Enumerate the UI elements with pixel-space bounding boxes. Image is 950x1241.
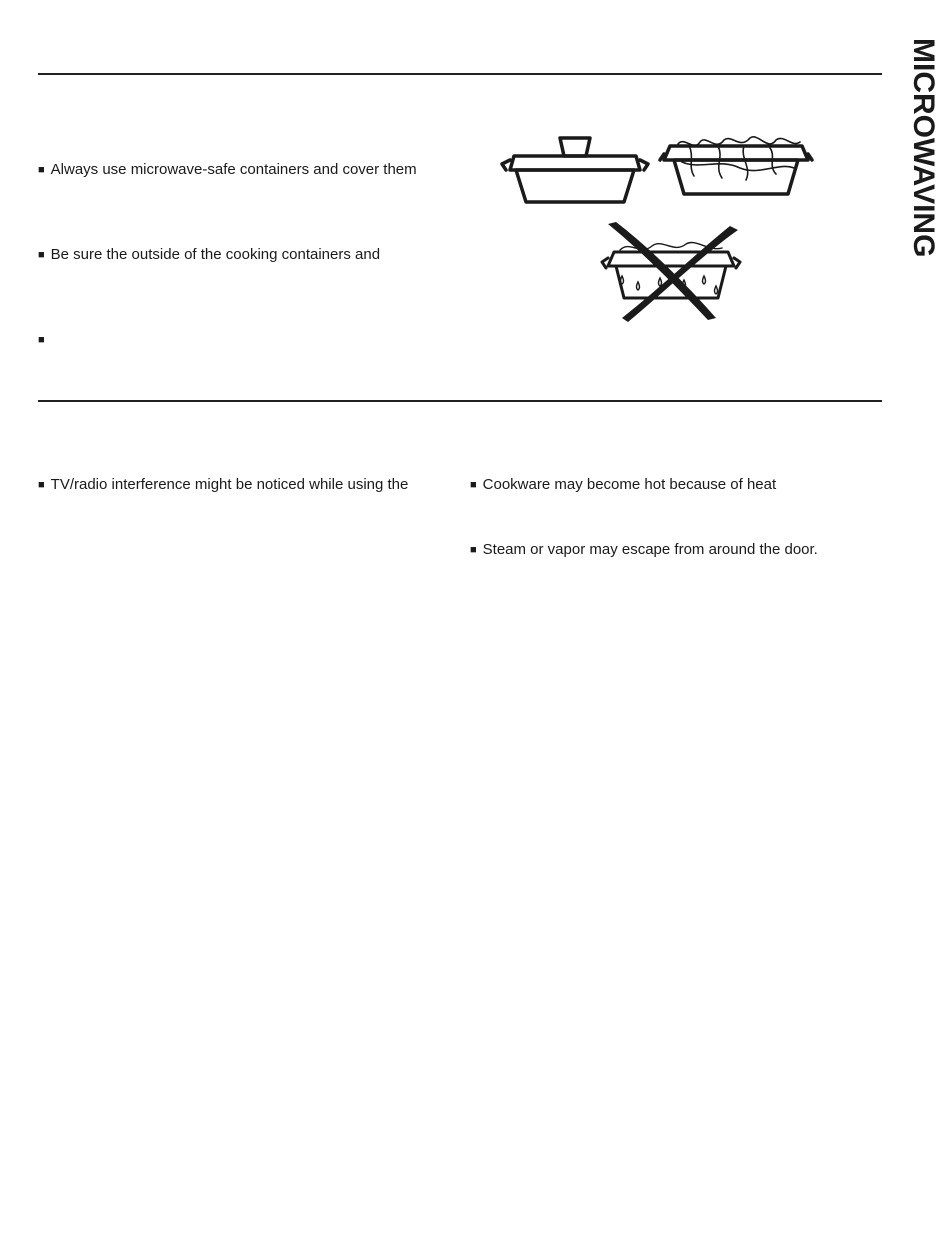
bullet-item [38,246,380,264]
bullet-text: Always use microwave-safe containers and cover them [50,161,417,178]
wrapped-dish-icon [660,132,812,198]
side-tab-label: MICROWAVING [907,38,940,258]
section-divider-top [38,73,882,75]
section-divider-middle [38,400,882,402]
bullet-icon: ■ [38,479,45,491]
bullet-text: Be sure the outside of the cooking containers and [50,246,381,263]
bullet-item [470,476,776,494]
bullet-icon: ■ [470,479,477,491]
bullet-icon: ■ [38,249,45,261]
bullet-text: TV/radio interference might be noticed while using the [50,476,409,493]
bullet-icon: ■ [38,164,45,176]
bullet-icon: ■ [38,334,45,346]
bullet-item [470,541,818,559]
crossed-out-wet-dish-icon [600,220,742,324]
bullet-text: Cookware may become hot because of heat [482,476,777,493]
bullet-item [38,476,408,494]
bullet-text: Steam or vapor may escape from around the door. [482,541,818,558]
bullet-icon: ■ [470,544,477,556]
bullet-item [38,161,417,179]
bullet-item [38,331,51,349]
covered-casserole-icon [500,130,650,210]
